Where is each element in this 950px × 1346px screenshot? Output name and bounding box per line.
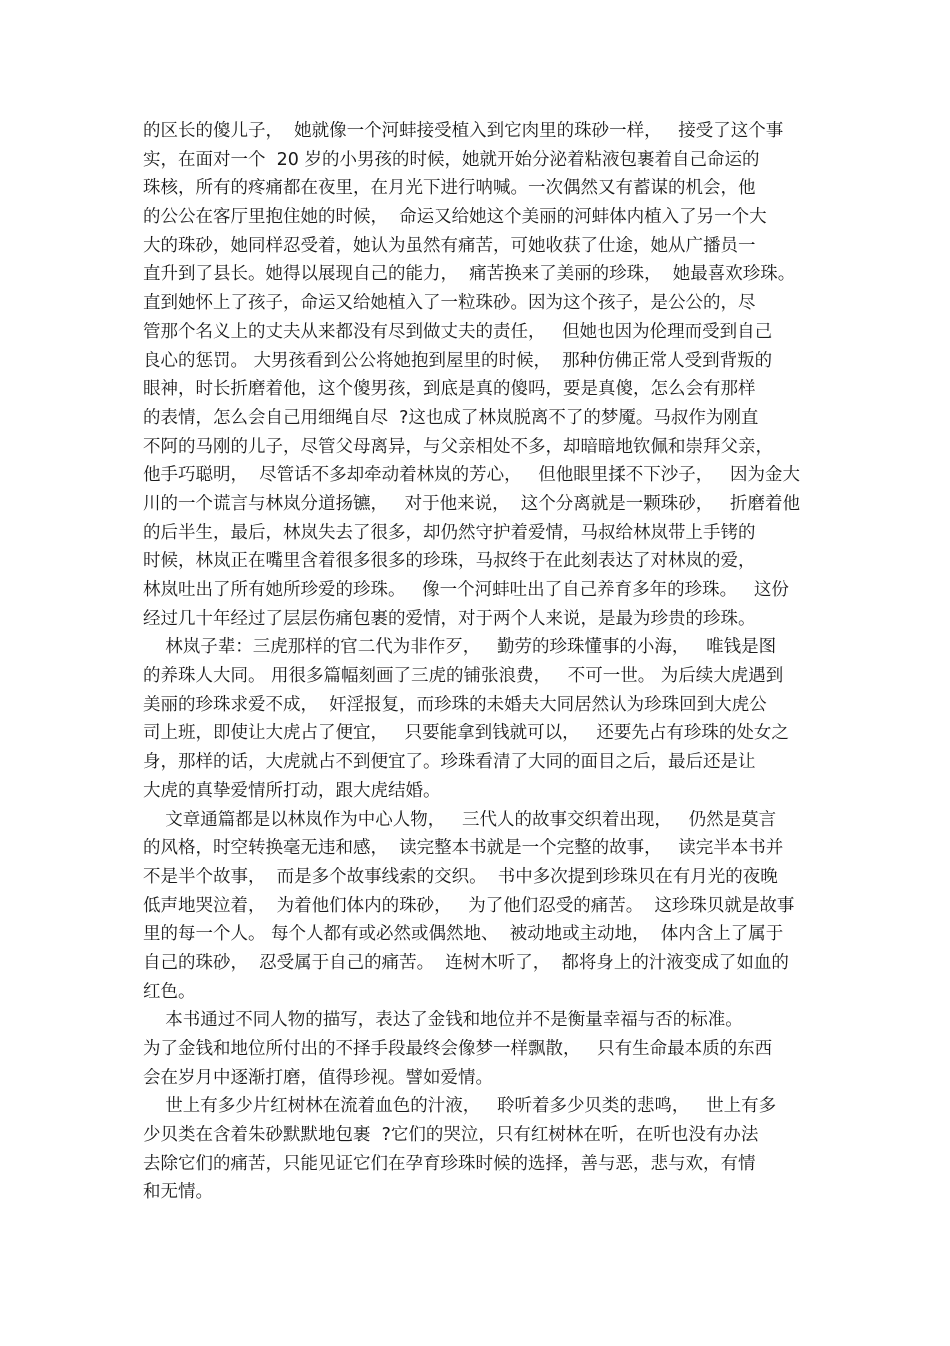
text-line: 直到她怀上了孩子，命运又给她植入了一粒珠砂。因为这个孩子，是公公的，尽 xyxy=(143,293,756,314)
text-line: 去除它们的痛苦，只能见证它们在孕育珍珠时候的选择，善与恶，悲与欢，有情 xyxy=(143,1153,756,1174)
text-line: 经过几十年经过了层层伤痛包裹的爱情，对于两个人来说，是最为珍贵的珍珠。 xyxy=(143,608,756,629)
text-line: 林岚子辈：三虎那样的官二代为非作歹， 勤劳的珍珠懂事的小海， 唯钱是图 xyxy=(143,637,777,658)
text-line: 文章通篇都是以林岚作为中心人物， 三代人的故事交织着出现， 仍然是莫言 xyxy=(143,809,777,830)
text-line: 大的珠砂，她同样忍受着，她认为虽然有痛苦，可她收获了仕途，她从广播员一 xyxy=(143,235,756,256)
text-line: 的后半生，最后，林岚失去了很多，却仍然守护着爱情，马叔给林岚带上手铐的 xyxy=(143,522,756,543)
text-line: 他手巧聪明， 尽管话不多却牵动着林岚的芳心， 但他眼里揉不下沙子， 因为金大 xyxy=(143,465,800,486)
text-line: 的养珠人大同。 用很多篇幅刻画了三虎的铺张浪费， 不可一世。 为后续大虎遇到 xyxy=(143,666,784,687)
text-line: 的风格，时空转换毫无违和感， 读完整本书就是一个完整的故事， 读完半本书并 xyxy=(143,838,784,859)
text-line: 不阿的马刚的儿子，尽管父母离异，与父亲相处不多，却暗暗地钦佩和崇拜父亲， xyxy=(143,436,773,457)
text-line: 里的每一个人。 每个人都有或必然或偶然地、 被动地或主动地， 体内含上了属于 xyxy=(143,924,784,945)
text-line: 司上班，即使让大虎占了便宜， 只要能拿到钱就可以， 还要先占有珍珠的处女之 xyxy=(143,723,789,744)
text-line: 时候，林岚正在嘴里含着很多很多的珍珠，马叔终于在此刻表达了对林岚的爱， xyxy=(143,551,756,572)
text-line: 为了金钱和地位所付出的不择手段最终会像梦一样飘散， 只有生命最本质的东西 xyxy=(143,1039,773,1059)
text-line: 身，那样的话，大虎就占不到便宜了。珍珠看清了大同的面目之后，最后还是让 xyxy=(143,752,756,773)
text-line: 良心的惩罚。 大男孩看到公公将她抱到屋里的时候， 那种仿佛正常人受到背叛的 xyxy=(143,350,773,371)
body-text xyxy=(143,117,811,1207)
text-line: 川的一个谎言与林岚分道扬镳， 对于他来说， 这个分离就是一颗珠砂， 折磨着他 xyxy=(143,493,800,514)
text-line: 自己的珠砂， 忍受属于自己的痛苦。 连树木听了， 都将身上的汁液变成了如血的 xyxy=(143,952,789,973)
text-line: 世上有多少片红树林在流着血色的汁液， 聆听着多少贝类的悲鸣， 世上有多 xyxy=(143,1096,777,1117)
text-line: 和无情。 xyxy=(143,1182,213,1203)
text-line: 实，在面对一个 20 岁的小男孩的时候，她就开始分泌着粘液包裹着自己命运的 xyxy=(143,149,760,170)
text-line: 不是半个故事， 而是多个故事线索的交织。 书中多次提到珍珠贝在有月光的夜晚 xyxy=(143,866,778,887)
text-line: 本书通过不同人物的描写，表达了金钱和地位并不是衡量幸福与否的标准。 xyxy=(143,1010,743,1031)
text-line: 林岚吐出了所有她所珍爱的珍珠。 像一个河蚌吐出了自己养育多年的珍珠。 这份 xyxy=(143,580,789,600)
text-line: 眼神，时长折磨着他，这个傻男孩，到底是真的傻吗，要是真傻，怎么会有那样 xyxy=(143,379,756,400)
text-line: 的表情，怎么会自己用细绳自尽 ?这也成了林岚脱离不了的梦魇。马叔作为刚直 xyxy=(143,407,759,428)
text-line: 的公公在客厅里抱住她的时候， 命运又给她这个美丽的河蚌体内植入了另一个大 xyxy=(143,207,767,228)
text-line: 珠核，所有的疼痛都在夜里，在月光下进行呐喊。一次偶然又有蓄谋的机会，他 xyxy=(143,178,756,199)
text-line: 低声地哭泣着， 为着他们体内的珠砂， 为了他们忍受的痛苦。 这珍珠贝就是故事 xyxy=(143,895,795,916)
text-line: 的区长的傻儿子， 她就像一个河蚌接受植入到它肉里的珠砂一样， 接受了这个事 xyxy=(143,121,784,141)
text-line: 会在岁月中逐渐打磨，值得珍视。譬如爱情。 xyxy=(143,1067,493,1088)
text-line: 红色。 xyxy=(143,981,196,1002)
text-line: 美丽的珍珠求爱不成， 奸淫报复，而珍珠的未婚夫大同居然认为珍珠回到大虎公 xyxy=(143,694,767,715)
text-line: 少贝类在含着朱砂默默地包裹 ?它们的哭泣，只有红树林在听，在听也没有办法 xyxy=(143,1125,759,1146)
text-line: 直升到了县长。她得以展现自己的能力， 痛苦换来了美丽的珍珠， 她最喜欢珍珠。 xyxy=(143,264,796,285)
text-line: 大虎的真挚爱情所打动，跟大虎结婚。 xyxy=(143,780,441,801)
text-line: 管那个名义上的丈夫从来都没有尽到做丈夫的责任， 但她也因为伦理而受到自己 xyxy=(143,321,773,342)
